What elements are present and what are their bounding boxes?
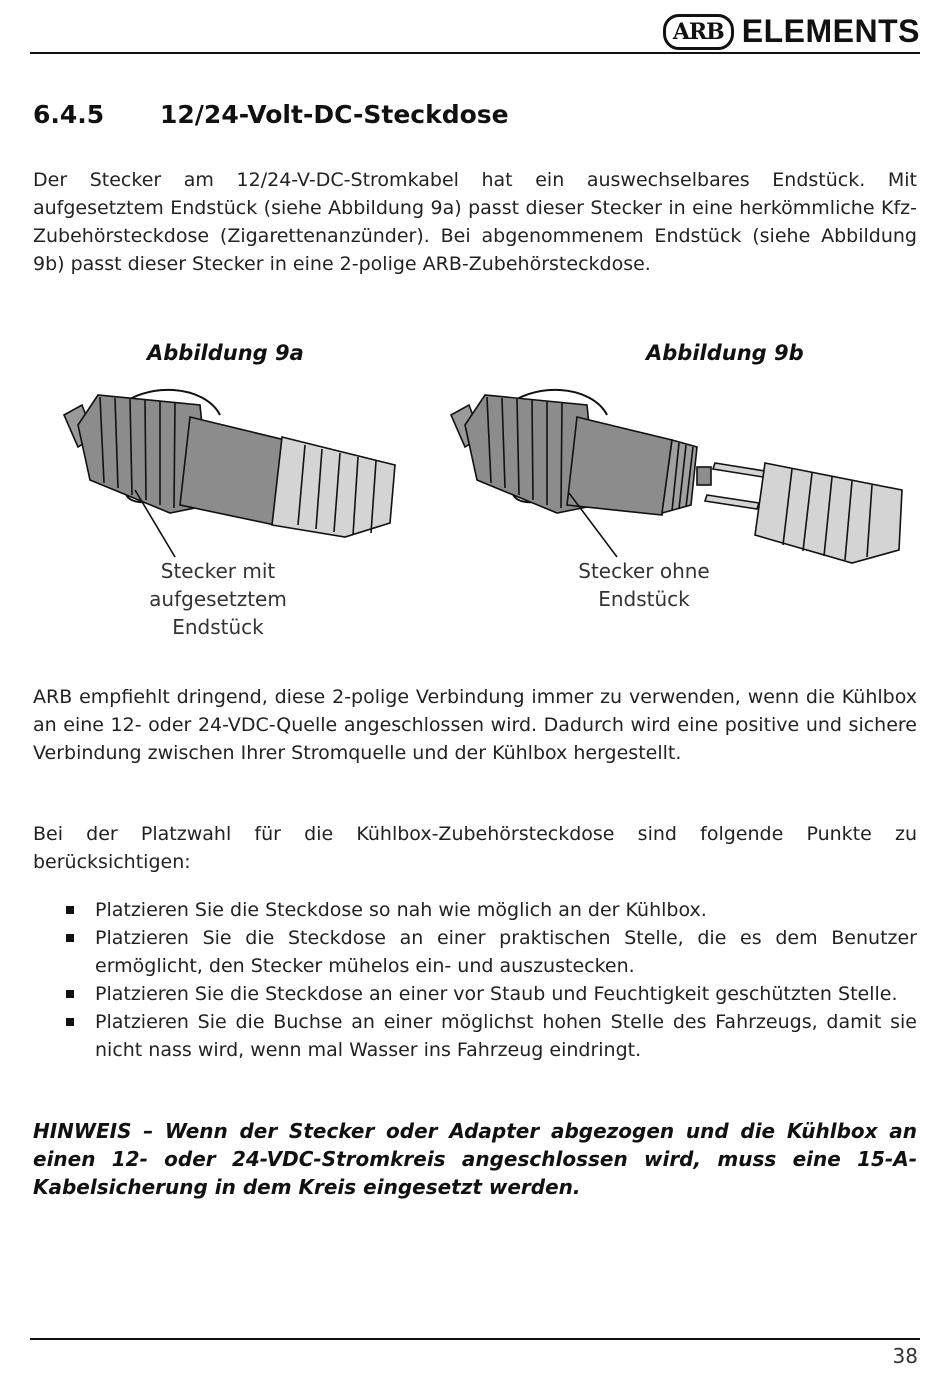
list-item-text: Platzieren Sie die Buchse an einer möglichst hohen Stelle des Fahrzeugs, damit sie nicht nass wird, wenn mal Wasser ins Fahrzeug eindringt. [95, 1011, 917, 1061]
section-title: 12/24-Volt-DC-Steckdose [160, 100, 509, 129]
figure-9a-caption-line: aufgesetztem [149, 587, 287, 611]
footer-divider [30, 1338, 920, 1340]
product-line-label: ELEMENTS [741, 13, 920, 49]
page-header [30, 8, 920, 54]
placement-list [33, 896, 917, 1064]
bullet-square-icon [66, 934, 74, 942]
page-number: 38 [892, 1344, 918, 1368]
placement-intro: Bei der Platzwahl für die Kühlbox-Zubehörsteckdose sind folgende Punkte zu berücksichtigen: [33, 823, 917, 873]
safety-note: HINWEIS – Wenn der Stecker oder Adapter abgezogen und die Kühlbox an einen 12- oder 24-VDC-Stromkreis angeschlossen wird, muss eine 15-A-Kabelsicherung in dem Kreis eingesetzt werden. [33, 1119, 917, 1199]
arb-elements-logo [663, 13, 920, 50]
intro-paragraph: Der Stecker am 12/24-V-DC-Stromkabel hat ein auswechselbares Endstück. Mit aufgesetztem Endstück (siehe Abbildung 9a) passt dieser Stecker in eine herkömmliche Kfz-Zubehörsteckdose (Zigarettenanzünder). Bei abgenommenem Endstück (siehe Abbildung 9b) passt dieser Stecker in eine 2-polige ARB-Zubehörsteckdose. [33, 169, 917, 275]
figure-9b-caption [544, 557, 744, 613]
list-item [33, 896, 917, 924]
list-item [33, 980, 917, 1008]
bullet-square-icon [66, 990, 74, 998]
section-number: 6.4.5 [33, 100, 105, 129]
list-item-text: Platzieren Sie die Steckdose an einer vor Staub und Feuchtigkeit geschützten Stelle. [95, 983, 898, 1005]
section-heading [33, 100, 509, 129]
figure-9b-caption-line: Stecker ohne [578, 559, 710, 583]
figure-9a-caption [118, 557, 318, 641]
list-item [33, 1008, 917, 1064]
list-item-text: Platzieren Sie die Steckdose so nah wie möglich an der Kühlbox. [95, 899, 707, 921]
list-item [33, 924, 917, 980]
figure-9a-caption-line: Endstück [172, 615, 264, 639]
list-item-text: Platzieren Sie die Steckdose an einer praktischen Stelle, die es dem Benutzer ermöglicht, den Stecker mühelos ein- und auszustecken. [95, 927, 917, 977]
arb-logo-badge: ARB [663, 14, 734, 50]
plug-with-tip-icon [60, 385, 420, 565]
bullet-square-icon [66, 1018, 74, 1026]
figure-9b-caption-line: Endstück [598, 587, 690, 611]
figure-9a-caption-line: Stecker mit [160, 559, 276, 583]
plug-without-tip-icon [447, 385, 912, 565]
figure-9b-title: Abbildung 9b [646, 341, 804, 365]
figure-9a-title: Abbildung 9a [147, 341, 304, 365]
recommendation-paragraph: ARB empfiehlt dringend, diese 2-polige Verbindung immer zu verwenden, wenn die Kühlbox an eine 12- oder 24-VDC-Quelle angeschlossen wird. Dadurch wird eine positive und sichere Verbindung zwischen Ihrer Stromquelle und der Kühlbox hergestellt. [33, 686, 917, 764]
bullet-square-icon [66, 906, 74, 914]
